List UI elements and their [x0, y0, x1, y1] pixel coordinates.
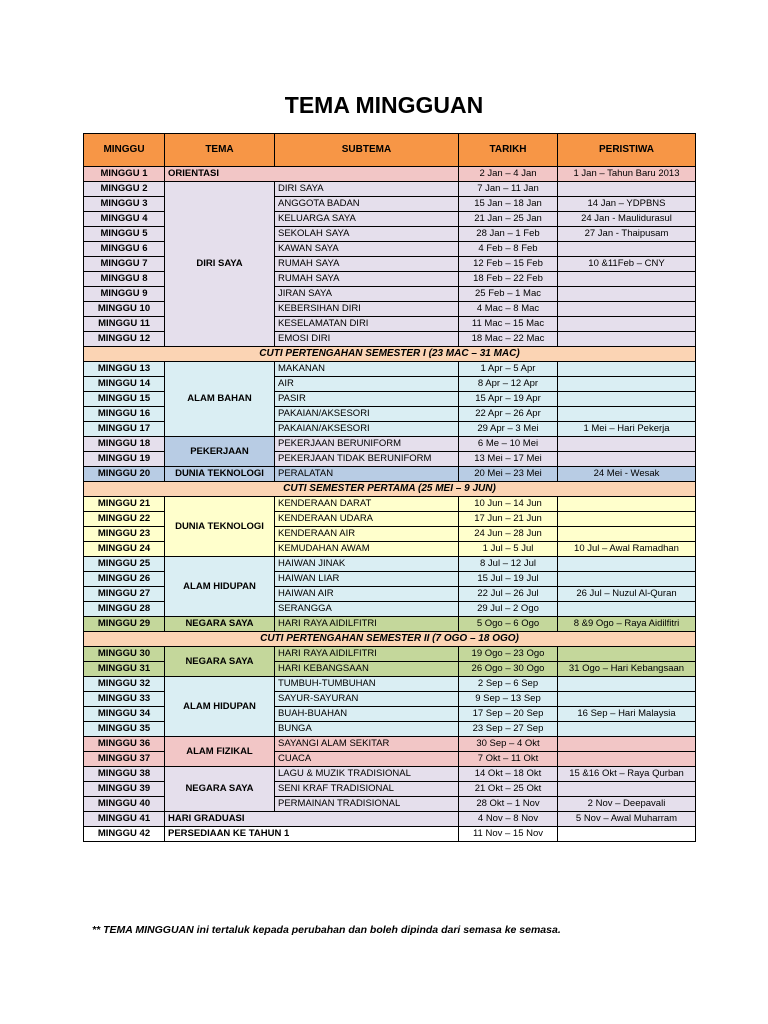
week-number: MINGGU 8 [84, 272, 165, 287]
date-range: 8 Apr – 12 Apr [459, 377, 558, 392]
date-range: 1 Apr – 5 Apr [459, 362, 558, 377]
event-cell [558, 242, 696, 257]
date-range: 22 Apr – 26 Apr [459, 407, 558, 422]
week-number: MINGGU 4 [84, 212, 165, 227]
event-cell [558, 437, 696, 452]
subtheme-cell: PAKAIAN/AKSESORI [275, 422, 459, 437]
week-number: MINGGU 41 [84, 812, 165, 827]
date-range: 9 Sep – 13 Sep [459, 692, 558, 707]
date-range: 6 Me – 10 Mei [459, 437, 558, 452]
week-number: MINGGU 9 [84, 287, 165, 302]
week-number: MINGGU 11 [84, 317, 165, 332]
date-range: 28 Okt – 1 Nov [459, 797, 558, 812]
date-range: 15 Apr – 19 Apr [459, 392, 558, 407]
event-cell: 27 Jan - Thaipusam [558, 227, 696, 242]
week-row [84, 497, 696, 512]
date-range: 28 Jan – 1 Feb [459, 227, 558, 242]
subtheme-cell: PAKAIAN/AKSESORI [275, 407, 459, 422]
subtheme-cell: SEKOLAH SAYA [275, 227, 459, 242]
event-cell [558, 392, 696, 407]
date-range: 30 Sep – 4 Okt [459, 737, 558, 752]
event-cell [558, 752, 696, 767]
date-range: 29 Jul – 2 Ogo [459, 602, 558, 617]
week-number: MINGGU 18 [84, 437, 165, 452]
theme-cell: NEGARA SAYA [165, 617, 275, 632]
week-number: MINGGU 32 [84, 677, 165, 692]
event-cell [558, 572, 696, 587]
week-number: MINGGU 30 [84, 647, 165, 662]
week-number: MINGGU 1 [84, 167, 165, 182]
subtheme-cell: HAIWAN AIR [275, 587, 459, 602]
week-number: MINGGU 33 [84, 692, 165, 707]
event-cell [558, 362, 696, 377]
event-cell: 31 Ogo – Hari Kebangsaan [558, 662, 696, 677]
subtheme-cell: BUNGA [275, 722, 459, 737]
subtheme-cell: HARI RAYA AIDILFITRI [275, 647, 459, 662]
event-cell [558, 827, 696, 842]
theme-cell: ALAM BAHAN [165, 362, 275, 437]
week-number: MINGGU 26 [84, 572, 165, 587]
week-number: MINGGU 2 [84, 182, 165, 197]
week-number: MINGGU 3 [84, 197, 165, 212]
date-range: 11 Mac – 15 Mac [459, 317, 558, 332]
subtheme-cell: PEKERJAAN TIDAK BERUNIFORM [275, 452, 459, 467]
week-number: MINGGU 16 [84, 407, 165, 422]
event-cell [558, 737, 696, 752]
header-tarikh: TARIKH [459, 134, 558, 167]
subtheme-cell: SERANGGA [275, 602, 459, 617]
date-range: 7 Okt – 11 Okt [459, 752, 558, 767]
subtheme-cell: EMOSI DIRI [275, 332, 459, 347]
header-peristiwa: PERISTIWA [558, 134, 696, 167]
date-range: 4 Nov – 8 Nov [459, 812, 558, 827]
event-cell [558, 302, 696, 317]
date-range: 18 Mac – 22 Mac [459, 332, 558, 347]
event-cell [558, 497, 696, 512]
date-range: 20 Mei – 23 Mei [459, 467, 558, 482]
theme-cell: HARI GRADUASI [165, 812, 459, 827]
week-number: MINGGU 14 [84, 377, 165, 392]
theme-cell: ALAM FIZIKAL [165, 737, 275, 767]
theme-cell: DUNIA TEKNOLOGI [165, 497, 275, 557]
subtheme-cell: KESELAMATAN DIRI [275, 317, 459, 332]
theme-cell: ORIENTASI [165, 167, 459, 182]
subtheme-cell: LAGU & MUZIK TRADISIONAL [275, 767, 459, 782]
subtheme-cell: DIRI SAYA [275, 182, 459, 197]
week-number: MINGGU 19 [84, 452, 165, 467]
week-number: MINGGU 10 [84, 302, 165, 317]
subtheme-cell: CUACA [275, 752, 459, 767]
schedule-table [83, 133, 696, 842]
header-subtema: SUBTEMA [275, 134, 459, 167]
date-range: 21 Okt – 25 Okt [459, 782, 558, 797]
week-number: MINGGU 38 [84, 767, 165, 782]
event-cell [558, 692, 696, 707]
week-row [84, 182, 696, 197]
event-cell [558, 407, 696, 422]
event-cell [558, 722, 696, 737]
event-cell: 24 Mei - Wesak [558, 467, 696, 482]
date-range: 24 Jun – 28 Jun [459, 527, 558, 542]
subtheme-cell: SAYUR-SAYURAN [275, 692, 459, 707]
week-number: MINGGU 39 [84, 782, 165, 797]
date-range: 17 Jun – 21 Jun [459, 512, 558, 527]
week-number: MINGGU 15 [84, 392, 165, 407]
theme-cell: ALAM HIDUPAN [165, 557, 275, 617]
semester-break-label: CUTI PERTENGAHAN SEMESTER I (23 MAC – 31 MAC) [84, 347, 696, 362]
event-cell [558, 287, 696, 302]
date-range: 2 Jan – 4 Jan [459, 167, 558, 182]
date-range: 7 Jan – 11 Jan [459, 182, 558, 197]
event-cell [558, 452, 696, 467]
week-number: MINGGU 22 [84, 512, 165, 527]
week-row [84, 677, 696, 692]
semester-break-label: CUTI SEMESTER PERTAMA (25 MEI – 9 JUN) [84, 482, 696, 497]
date-range: 2 Sep – 6 Sep [459, 677, 558, 692]
week-number: MINGGU 29 [84, 617, 165, 632]
event-cell [558, 602, 696, 617]
subtheme-cell: JIRAN SAYA [275, 287, 459, 302]
schedule-body [84, 167, 696, 842]
event-cell: 5 Nov – Awal Muharram [558, 812, 696, 827]
subtheme-cell: HARI RAYA AIDILFITRI [275, 617, 459, 632]
theme-cell: PEKERJAAN [165, 437, 275, 467]
week-row [84, 557, 696, 572]
event-cell: 24 Jan - Maulidurasul [558, 212, 696, 227]
date-range: 8 Jul – 12 Jul [459, 557, 558, 572]
semester-break-row [84, 482, 696, 497]
event-cell: 14 Jan – YDPBNS [558, 197, 696, 212]
date-range: 11 Nov – 15 Nov [459, 827, 558, 842]
subtheme-cell: RUMAH SAYA [275, 272, 459, 287]
week-row [84, 467, 696, 482]
theme-cell: DUNIA TEKNOLOGI [165, 467, 275, 482]
event-cell [558, 317, 696, 332]
schedule-table-wrapper [83, 133, 695, 842]
week-number: MINGGU 7 [84, 257, 165, 272]
subtheme-cell: PEKERJAAN BERUNIFORM [275, 437, 459, 452]
page-title: TEMA MINGGUAN [284, 92, 484, 118]
event-cell [558, 527, 696, 542]
header-minggu: MINGGU [84, 134, 165, 167]
subtheme-cell: SAYANGI ALAM SEKITAR [275, 737, 459, 752]
week-row [84, 437, 696, 452]
event-cell: 1 Mei – Hari Pekerja [558, 422, 696, 437]
subtheme-cell: HAIWAN JINAK [275, 557, 459, 572]
event-cell: 10 Jul – Awal Ramadhan [558, 542, 696, 557]
week-number: MINGGU 12 [84, 332, 165, 347]
date-range: 25 Feb – 1 Mac [459, 287, 558, 302]
week-number: MINGGU 21 [84, 497, 165, 512]
week-row [84, 167, 696, 182]
date-range: 29 Apr – 3 Mei [459, 422, 558, 437]
week-row [84, 737, 696, 752]
week-number: MINGGU 31 [84, 662, 165, 677]
theme-cell: ALAM HIDUPAN [165, 677, 275, 737]
subtheme-cell: MAKANAN [275, 362, 459, 377]
event-cell [558, 332, 696, 347]
event-cell: 10 &11Feb – CNY [558, 257, 696, 272]
event-cell [558, 557, 696, 572]
subtheme-cell: SENI KRAF TRADISIONAL [275, 782, 459, 797]
subtheme-cell: BUAH-BUAHAN [275, 707, 459, 722]
week-number: MINGGU 24 [84, 542, 165, 557]
date-range: 17 Sep – 20 Sep [459, 707, 558, 722]
event-cell: 15 &16 Okt – Raya Qurban [558, 767, 696, 782]
date-range: 22 Jul – 26 Jul [459, 587, 558, 602]
event-cell [558, 782, 696, 797]
week-row [84, 617, 696, 632]
subtheme-cell: TUMBUH-TUMBUHAN [275, 677, 459, 692]
date-range: 21 Jan – 25 Jan [459, 212, 558, 227]
week-number: MINGGU 6 [84, 242, 165, 257]
subtheme-cell: HAIWAN LIAR [275, 572, 459, 587]
week-row [84, 647, 696, 662]
week-number: MINGGU 35 [84, 722, 165, 737]
subtheme-cell: ANGGOTA BADAN [275, 197, 459, 212]
event-cell [558, 182, 696, 197]
theme-cell: NEGARA SAYA [165, 647, 275, 677]
date-range: 15 Jul – 19 Jul [459, 572, 558, 587]
subtheme-cell: KELUARGA SAYA [275, 212, 459, 227]
week-number: MINGGU 25 [84, 557, 165, 572]
week-number: MINGGU 27 [84, 587, 165, 602]
date-range: 18 Feb – 22 Feb [459, 272, 558, 287]
event-cell: 2 Nov – Deepavali [558, 797, 696, 812]
event-cell: 26 Jul – Nuzul Al-Quran [558, 587, 696, 602]
semester-break-row [84, 632, 696, 647]
date-range: 15 Jan – 18 Jan [459, 197, 558, 212]
week-number: MINGGU 23 [84, 527, 165, 542]
week-number: MINGGU 34 [84, 707, 165, 722]
date-range: 4 Feb – 8 Feb [459, 242, 558, 257]
event-cell [558, 677, 696, 692]
header-row [84, 134, 696, 167]
date-range: 10 Jun – 14 Jun [459, 497, 558, 512]
subtheme-cell: KENDERAAN DARAT [275, 497, 459, 512]
date-range: 14 Okt – 18 Okt [459, 767, 558, 782]
week-number: MINGGU 20 [84, 467, 165, 482]
week-number: MINGGU 40 [84, 797, 165, 812]
subtheme-cell: PERMAINAN TRADISIONAL [275, 797, 459, 812]
subtheme-cell: KEBERSIHAN DIRI [275, 302, 459, 317]
semester-break-label: CUTI PERTENGAHAN SEMESTER II (7 OGO – 18 OGO) [84, 632, 696, 647]
week-number: MINGGU 42 [84, 827, 165, 842]
week-number: MINGGU 13 [84, 362, 165, 377]
date-range: 5 Ogo – 6 Ogo [459, 617, 558, 632]
event-cell [558, 377, 696, 392]
subtheme-cell: KEMUDAHAN AWAM [275, 542, 459, 557]
subtheme-cell: HARI KEBANGSAAN [275, 662, 459, 677]
event-cell [558, 512, 696, 527]
week-row [84, 362, 696, 377]
subtheme-cell: RUMAH SAYA [275, 257, 459, 272]
subtheme-cell: KENDERAAN AIR [275, 527, 459, 542]
theme-cell: NEGARA SAYA [165, 767, 275, 812]
date-range: 26 Ogo – 30 Ogo [459, 662, 558, 677]
date-range: 1 Jul – 5 Jul [459, 542, 558, 557]
event-cell: 8 &9 Ogo – Raya Aidilfitri [558, 617, 696, 632]
week-row [84, 827, 696, 842]
week-row [84, 812, 696, 827]
subtheme-cell: KAWAN SAYA [275, 242, 459, 257]
theme-cell: PERSEDIAAN KE TAHUN 1 [165, 827, 459, 842]
date-range: 19 Ogo – 23 Ogo [459, 647, 558, 662]
theme-cell: DIRI SAYA [165, 182, 275, 347]
date-range: 23 Sep – 27 Sep [459, 722, 558, 737]
event-cell: 1 Jan – Tahun Baru 2013 [558, 167, 696, 182]
week-number: MINGGU 5 [84, 227, 165, 242]
semester-break-row [84, 347, 696, 362]
week-row [84, 767, 696, 782]
week-number: MINGGU 28 [84, 602, 165, 617]
week-number: MINGGU 36 [84, 737, 165, 752]
week-number: MINGGU 17 [84, 422, 165, 437]
subtheme-cell: PERALATAN [275, 467, 459, 482]
subtheme-cell: AIR [275, 377, 459, 392]
event-cell: 16 Sep – Hari Malaysia [558, 707, 696, 722]
week-number: MINGGU 37 [84, 752, 165, 767]
date-range: 4 Mac – 8 Mac [459, 302, 558, 317]
subtheme-cell: KENDERAAN UDARA [275, 512, 459, 527]
date-range: 12 Feb – 15 Feb [459, 257, 558, 272]
date-range: 13 Mei – 17 Mei [459, 452, 558, 467]
subtheme-cell: PASIR [275, 392, 459, 407]
event-cell [558, 272, 696, 287]
event-cell [558, 647, 696, 662]
header-tema: TEMA [165, 134, 275, 167]
footnote: ** TEMA MINGGUAN ini tertaluk kepada perubahan dan boleh dipinda dari semasa ke semasa. [92, 924, 561, 936]
